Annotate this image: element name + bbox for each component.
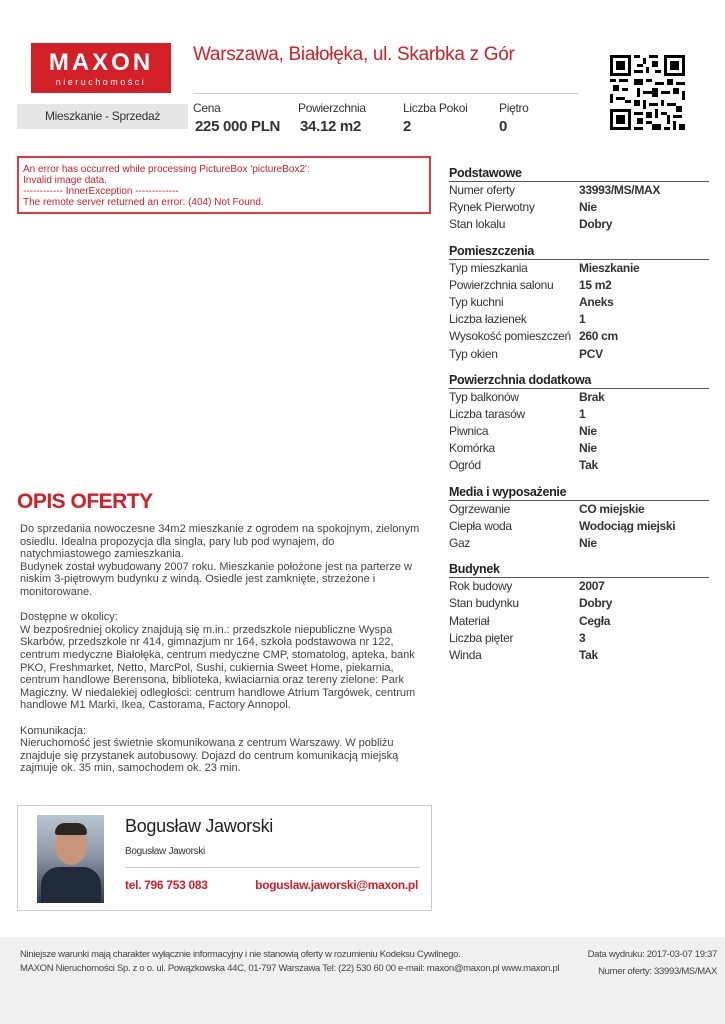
detail-value: CO miejskie (579, 501, 645, 516)
detail-key: Stan lokalu (449, 217, 506, 232)
detail-row (449, 595, 709, 612)
detail-row (449, 182, 709, 199)
detail-value: 2007 (579, 579, 605, 594)
error-line: ------------ InnerException ------------- (23, 186, 179, 197)
detail-value: 15 m2 (579, 277, 612, 292)
agent-subtitle: Bogusław Jaworski (125, 846, 205, 857)
detail-value: Tak (579, 647, 598, 662)
detail-value: Nie (579, 424, 597, 439)
detail-row (449, 457, 709, 474)
stat-label: Powierzchnia (298, 101, 366, 115)
footer-print-date: Data wydruku: 2017-03-07 19:37 (587, 949, 717, 960)
detail-row (449, 423, 709, 440)
detail-row (449, 216, 709, 233)
detail-key: Ogrzewanie (449, 501, 511, 516)
agent-email-link[interactable]: boguslaw.jaworski@maxon.pl (255, 878, 418, 892)
property-title: Warszawa, Białołęka, ul. Skarbka z Gór (193, 44, 515, 65)
agent-phone[interactable]: tel. 796 753 083 (125, 878, 208, 892)
section-title: Powierzchnia dodatkowa (449, 373, 709, 389)
section-title: Podstawowe (449, 166, 709, 182)
detail-key: Winda (449, 647, 482, 662)
detail-value: Nie (579, 200, 597, 215)
detail-key: Typ okien (449, 346, 498, 361)
stat-value: 0 (499, 118, 508, 135)
error-line: The remote server returned an error: (404) Not Found. (23, 197, 264, 208)
agent-divider (125, 867, 420, 868)
detail-value: Brak (579, 389, 605, 404)
stat-price (193, 100, 280, 137)
footer-offer-number: Numer oferty: 33993/MS/MAX (598, 966, 717, 977)
detail-key: Gaz (449, 536, 471, 550)
detail-row (449, 406, 709, 423)
detail-key: Rok budowy (449, 579, 513, 594)
detail-value: Wodociąg miejski (579, 518, 676, 533)
detail-value: PCV (579, 346, 603, 361)
detail-value: 1 (579, 312, 586, 327)
footer-company: MAXON Nieruchomości Sp. z o o. ul. Powązkowska 44C, 01-797 Warszawa Tel: (22) 530 60 00 e-mail: maxon@maxon.pl www.maxon.pl (20, 963, 560, 974)
detail-value: 3 (579, 630, 586, 645)
detail-key: Liczba łazienek (449, 312, 527, 327)
detail-key: Liczba tarasów (449, 406, 525, 421)
detail-key: Komórka (449, 441, 495, 456)
description-paragraph: Komunikacja: Nieruchomość jest świetnie skomunikowana z centrum Warszawy. W pobliżu znajduje się przystanek autobusowy. Dojazd do centrum komunikacją miejską zajmuje ok. 35 min, samochodem ok. 23 min. (20, 724, 399, 775)
qr-code (610, 55, 685, 130)
detail-value: Nie (579, 536, 597, 550)
stat-label: Piętro (499, 101, 529, 115)
header (0, 0, 725, 145)
detail-key: Rynek Pierwotny (449, 200, 535, 215)
description-paragraph: Do sprzedania nowoczesne 34m2 mieszkanie z ogrodem na spokojnym, zielonym osiedlu. Idealna propozycja dla singla, pary lub pod wynajem, do natychmiastowego zamieszkania. Budynek został wybudowany 2007 roku. Mieszkanie położone jest na parterze w niskim 3-piętrowym budynku z windą. Osiedle jest zamknięte, strzeżone i monitorowane. (20, 523, 420, 598)
detail-row (449, 260, 709, 277)
detail-row (449, 294, 709, 311)
title-divider (193, 93, 578, 94)
detail-row (449, 613, 709, 630)
logo-name: MAXON (48, 49, 154, 76)
detail-key: Typ kuchni (449, 294, 504, 309)
stat-rooms (403, 100, 467, 137)
image-error-message (17, 156, 431, 214)
detail-key: Typ mieszkania (449, 260, 528, 275)
agent-card (17, 805, 432, 911)
description-title: OPIS OFERTY (17, 490, 153, 513)
detail-row (449, 440, 709, 457)
detail-value: 1 (579, 406, 586, 421)
section-title: Media i wyposażenie (449, 485, 709, 501)
footer-disclaimer: Niniejsze warunki mają charakter wyłącznie informacyjny i nie stanowią oferty w rozumieniu Kodeksu Cywilnego. (20, 949, 461, 960)
stat-value: 34.12 m2 (300, 118, 361, 135)
detail-row (449, 389, 709, 406)
detail-row (449, 630, 709, 647)
stat-value: 225 000 PLN (195, 118, 281, 135)
detail-row (449, 501, 709, 518)
agent-name: Bogusław Jaworski (125, 816, 273, 836)
detail-value: Tak (579, 458, 598, 473)
detail-key: Materiał (449, 613, 490, 628)
maxon-logo (31, 43, 171, 93)
stat-area (298, 100, 366, 137)
detail-value: Nie (579, 441, 597, 456)
detail-row (449, 518, 709, 535)
stat-value: 2 (403, 118, 412, 135)
detail-row (449, 647, 709, 664)
detail-row (449, 535, 709, 552)
stat-label: Liczba Pokoi (403, 101, 468, 115)
detail-value: Cegła (579, 613, 611, 628)
detail-value: Dobry (579, 596, 613, 611)
error-line: An error has occurred while processing PictureBox 'pictureBox2': (23, 164, 310, 175)
detail-key: Piwnica (449, 424, 489, 439)
description-paragraph: Dostępne w okolicy: W bezpośredniej okolicy znajdują się m.in.: przedszkole niepubliczne Wyspa Skarbów, przedszkole nr 414, gimnazjum nr 164, szkoła podstawowa nr 122, centrum medyczne Białołęka, centrum medyczne CMP, stomatolog, apteka, bank PKO, Freshmarket, Netto, MarcPol, Sushi, cukiernia Sweet Home, piekarnia, centrum handlowe Berensona, biblioteka, kwiaciarnia oraz tereny zielone: Park Magiczny. W niedalekiej odległości: centrum handlowe Atrium Targówek, centrum handlowe M1 Marki, Ikea, Castorama, Factory Annopol. (20, 611, 416, 712)
detail-value: Dobry (579, 217, 613, 232)
detail-key: Numer oferty (449, 183, 515, 197)
agent-photo (37, 815, 104, 903)
detail-value: Mieszkanie (579, 260, 640, 275)
description-body (20, 523, 420, 787)
detail-key: Stan budynku (449, 596, 519, 611)
detail-row (449, 346, 709, 363)
detail-value: Aneks (579, 294, 614, 309)
detail-row (449, 328, 709, 345)
details-panel (449, 166, 709, 664)
detail-row (449, 277, 709, 294)
stat-label: Cena (193, 101, 221, 115)
detail-key: Typ balkonów (449, 389, 519, 404)
detail-key: Powierzchnia salonu (449, 277, 554, 292)
section-title: Budynek (449, 562, 709, 578)
detail-value: 260 cm (579, 329, 618, 344)
detail-key: Wysokość pomieszczeń (449, 329, 571, 344)
logo-sub: nieruchomości (55, 77, 147, 87)
detail-row (449, 578, 709, 595)
stat-floor (499, 100, 529, 137)
error-line: Invalid image data. (23, 175, 107, 186)
detail-row (449, 311, 709, 328)
detail-key: Liczba pięter (449, 630, 514, 645)
footer (0, 937, 725, 1024)
detail-row (449, 199, 709, 216)
offer-type-badge: Mieszkanie - Sprzedaż (17, 104, 188, 129)
section-title: Pomieszczenia (449, 244, 709, 260)
detail-key: Ciepła woda (449, 518, 512, 533)
detail-value: 33993/MS/MAX (579, 183, 661, 197)
detail-key: Ogród (449, 458, 481, 473)
